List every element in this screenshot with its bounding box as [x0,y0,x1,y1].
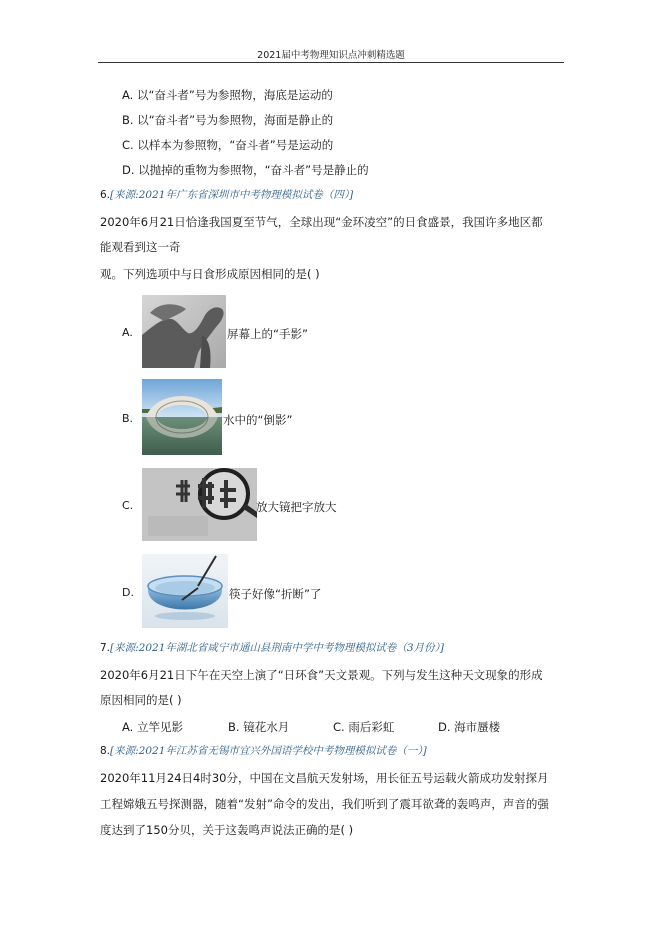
page-header: 2021届中考物理知识点冲刺精选题 [257,50,405,61]
q7-number: 7. [100,642,111,654]
q6-option-a-letter: A. [122,326,133,339]
q6-stem-line1: 2020年6月21日恰逢我国夏至节气，全球出现“金环凌空”的日食盛景，我国许多地区都 [100,215,543,229]
q6-option-c-letter: C. [122,499,134,512]
q7-option-a: A. 立竿见影 [122,720,183,734]
q6-option-b-caption: 水中的“倒影” [223,413,293,427]
q7-option-d: D. 海市蜃楼 [438,720,501,734]
q6-option-d-letter: D. [122,586,134,599]
q8-number: 8. [100,745,111,757]
q5-option-a: A. 以“奋斗者”号为参照物，海底是运动的 [122,88,333,102]
q7-option-b: B. 镜花水月 [228,720,290,734]
q8-stem-line3: 度达到了150分贝，关于这轰鸣声说法正确的是( ) [100,823,354,837]
header-rule [98,62,564,63]
q6-stem-line2: 能观看到这一奇 [100,240,181,254]
chopstick-bowl-image [142,554,228,628]
q5-option-b: B. 以“奋斗者”号为参照物，海面是静止的 [122,113,334,127]
q8-stem-line1: 2020年11月24日4时30分，中国在文昌航天发射场，用长征五号运载火箭成功发射探月 [100,771,549,785]
q6-option-b-letter: B. [122,412,134,425]
q8-source [100,744,427,758]
q6-option-d-caption: 筷子好像“折断”了 [229,587,322,601]
q6-option-c-caption: 放大镜把字放大 [256,500,337,514]
bridge-reflection-image [142,379,222,455]
q6-source [100,188,353,202]
q5-option-c: C. 以样本为参照物，“奋斗者”号是运动的 [122,138,334,152]
q8-stem-line2: 工程嫦娥五号探测器，随着“发射”命令的发出，我们听到了震耳欲聋的轰鸣声，声音的强 [100,797,549,811]
q7-stem-line2: 原因相同的是( ) [100,693,182,707]
q5-option-d: D. 以抛掉的重物为参照物，“奋斗者”号是静止的 [122,163,369,177]
q7-stem-line1: 2020年6月21日下午在天空上演了“日环食”天文景观。下列与发生这种天文现象的形成 [100,668,543,682]
q7-option-c: C. 雨后彩虹 [333,720,395,734]
q7-source [100,641,444,655]
q6-option-a-caption: 屏幕上的“手影” [227,327,308,341]
q8-source-text: [来源:2021年江苏省无锡市宜兴外国语学校中考物理模拟试卷（一）] [110,745,427,757]
q7-source-text: [来源:2021年湖北省咸宁市通山县荆南中学中考物理模拟试卷（3月份）] [110,642,444,654]
q6-number: 6. [100,189,111,201]
hand-shadow-image [142,295,226,368]
magnifier-image [142,468,257,541]
q6-source-text: [来源:2021年广东省深圳市中考物理模拟试卷（四）] [110,189,354,201]
q6-stem-line3: 观。下列选项中与日食形成原因相同的是( ) [100,267,320,281]
